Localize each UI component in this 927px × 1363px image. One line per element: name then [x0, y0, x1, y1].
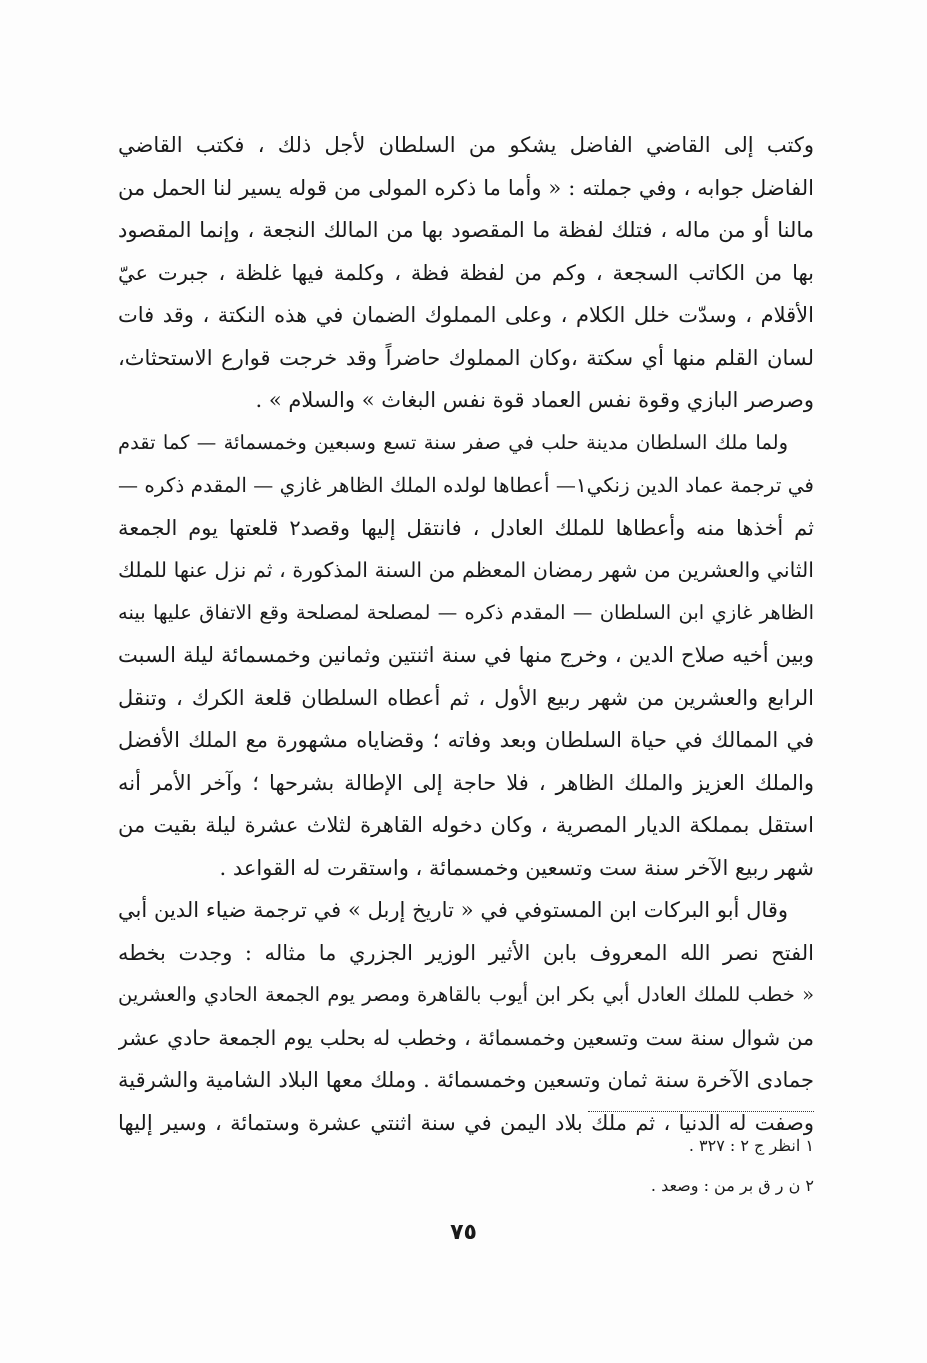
text-line: الفاضل جوابه ، وفي جملته : « وأما ما ذكره المولى من قوله يسير لنا الحمل من [118, 175, 814, 200]
text-line: وكتب إلى القاضي الفاضل يشكو من السلطان لأجل ذلك ، فكتب القاضي [118, 133, 814, 157]
main-text-block [118, 124, 814, 1144]
text-line: من شوال سنة ست وتسعين وخمسمائة ، وخطب له بحلب يوم الجمعة حادي عشر [118, 1025, 814, 1050]
text-line: استقل بمملكة الديار المصرية ، وكان دخوله القاهرة لثلاث عشرة ليلة بقيت من [118, 813, 814, 837]
text-line: الثاني والعشرين من شهر رمضان المعظم من السنة المذكورة ، ثم نزل عنها للملك [118, 558, 814, 582]
text-line: مالنا أو من ماله ، فتلك لفظة ما المقصود بها من المالك النجعة ، وإنما المقصود [118, 218, 814, 242]
paragraph-first-line: ولما ملك السلطان مدينة حلب في صفر سنة تسع وسبعين وخمسمائة — كما تقدم [118, 430, 788, 454]
text-line: في ترجمة عماد الدين زنكي١— أعطاها لولده الملك الظاهر غازي — المقدم ذكره — [118, 473, 814, 497]
text-line: الفتح نصر الله المعروف بابن الأثير الوزير الجزري ما مثاله : وجدت بخطه [118, 940, 814, 965]
text-line: وصفت له الدنيا ، ثم ملك بلاد اليمن في سنة اثنتي عشرة وستمائة ، وسير إليها [118, 1110, 814, 1135]
footnotes [430, 1126, 814, 1206]
text-line: الأقلام ، وسدّت خلل الكلام ، وعلى المملوك الضمان في هذه النكتة ، وقد فات [118, 303, 814, 327]
text-line: في الممالك في حياة السلطان وبعد وفاته ؛ وقضاياه مشهورة مع الملك الأفضل [118, 728, 814, 752]
text-line: وصرصر البازي وقوة نفس العماد قوة نفس البغاث » والسلام » . [255, 388, 814, 412]
text-line: لسان القلم منها أي سكتة ،وكان المملوك حاضراً وقد خرجت قوارع الاستحثاث، [118, 345, 814, 370]
text-line: « خطب للملك العادل أبي بكر ابن أيوب بالقاهرة ومصر يوم الجمعة الحادي والعشرين [118, 983, 814, 1006]
text-line: والملك العزيز والملك الظاهر ، فلا حاجة إلى الإطالة بشرحها ؛ وآخر الأمر أنه [118, 770, 814, 795]
text-line: ثم أخذها منه وأعطاها للملك العادل ، فانتقل إليها وقصد٢ قلعتها يوم الجمعة [118, 515, 814, 540]
text-line: الرابع والعشرين من شهر ربيع الأول ، ثم أعطاه السلطان قلعة الكرك ، وتنقل [118, 685, 814, 710]
text-line: بها من الكاتب السجعة ، وكم من لفظة فظة ، وكلمة فيها غلظة ، جبرت عيّ [118, 260, 814, 285]
footnote-separator [588, 1111, 814, 1112]
paragraph-first-line: وقال أبو البركات ابن المستوفي في « تاريخ إربل » في ترجمة ضياء الدين أبي [118, 898, 788, 922]
text-line: وبين أخيه صلاح الدين ، وخرج منها في سنة اثنتين وثمانين وخمسمائة ليلة السبت [118, 643, 814, 667]
footnote: ١ انظر ج ٢ : ٣٢٧ . [688, 1136, 814, 1155]
text-line: شهر ربيع الآخر سنة ست وتسعين وخمسمائة ، واستقرت له القواعد . [219, 855, 814, 880]
text-line: الظاهر غازي ابن السلطان — المقدم ذكره — لمصلحة لمصلحة وقع الاتفاق عليها بينه [118, 600, 814, 624]
footnote: ٢ ن ر ق بر من : وصعد . [650, 1176, 814, 1195]
page-number: ٧٥ [450, 1220, 477, 1245]
text-line: جمادى الآخرة سنة ثمان وتسعين وخمسمائة . وملك معها البلاد الشامية والشرقية [118, 1068, 814, 1092]
